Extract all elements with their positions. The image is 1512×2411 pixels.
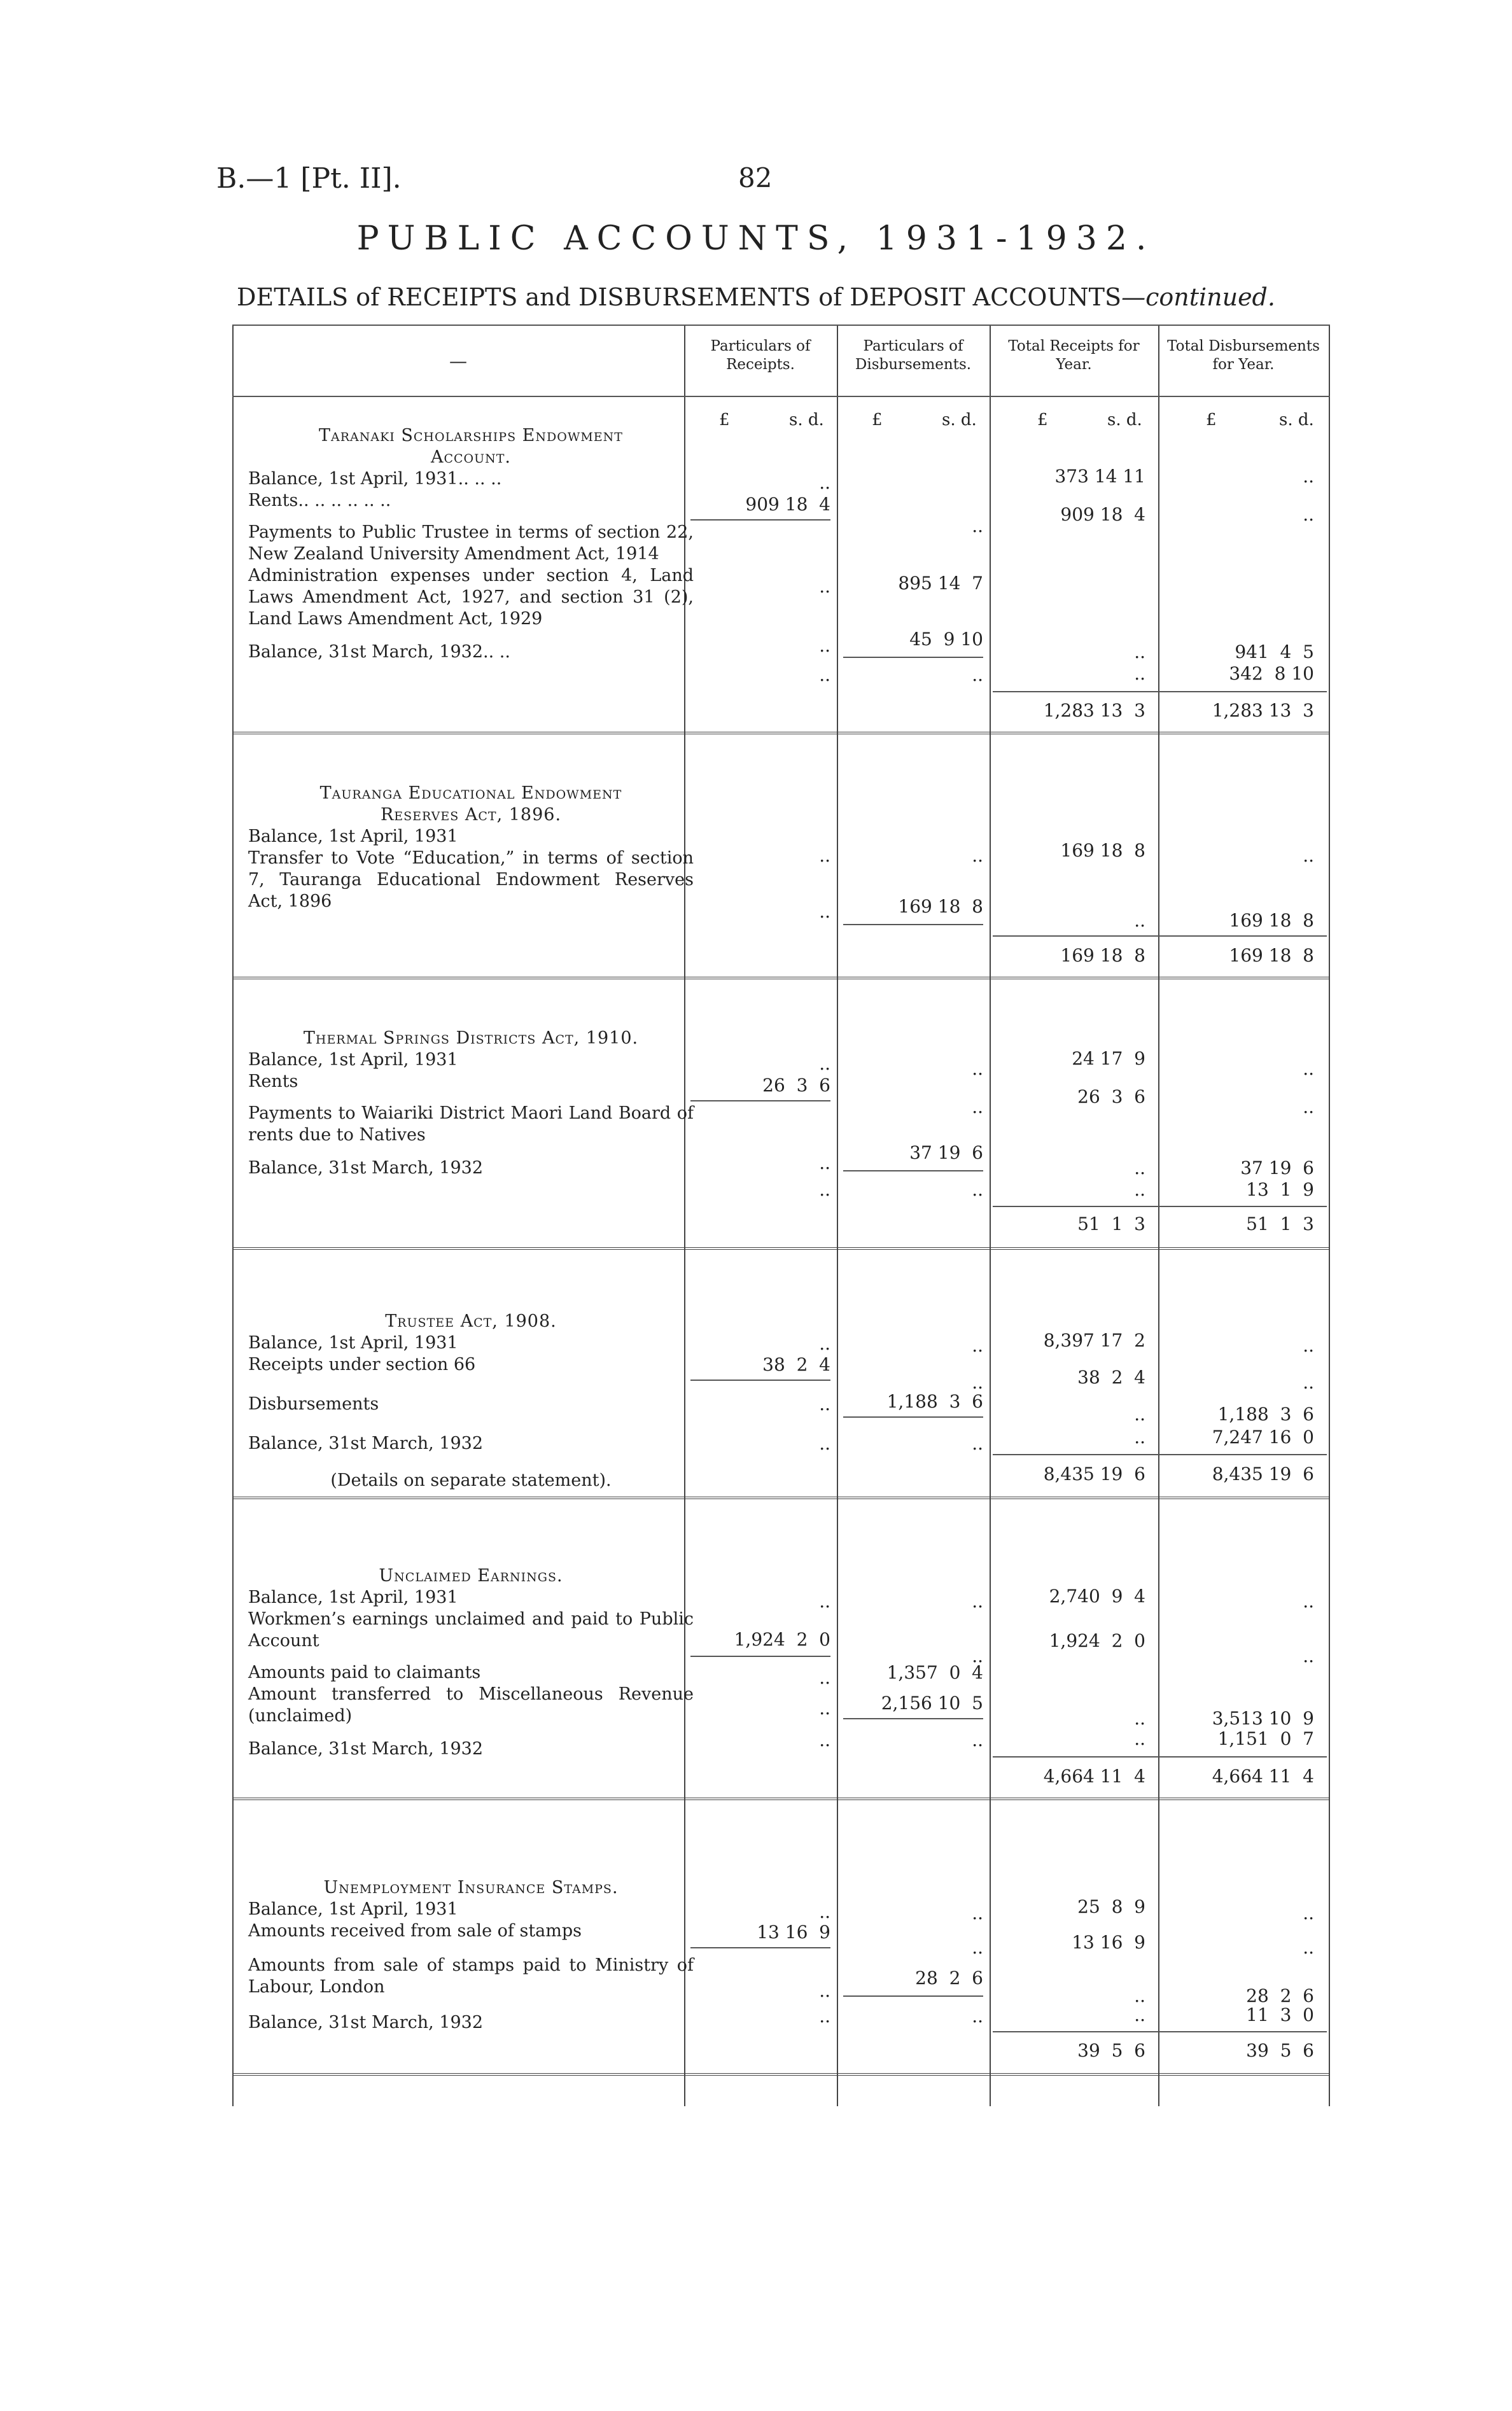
amount-c1: .. (819, 1730, 830, 1751)
line-label: Balance, 31st March, 1932 (248, 2013, 484, 2032)
subtotal-rule (843, 924, 983, 925)
amount-c3: .. (1134, 1708, 1145, 1729)
amount-c1: .. (819, 1394, 830, 1415)
amount-c4: 342 8 10 (1229, 663, 1314, 684)
table-rule-c3 (990, 325, 991, 2106)
line-label: Amounts received from sale of stamps (248, 1921, 582, 1941)
amount-c3: 38 2 4 (1077, 1367, 1145, 1388)
total-disbursements: 169 18 8 (1229, 945, 1314, 966)
table-rule-c2 (837, 325, 838, 2106)
amount-c1: .. (819, 1980, 830, 2001)
line-label: Amounts paid to claimants (248, 1663, 481, 1682)
line-label: Balance, 31st March, 1932 .. .. (248, 642, 510, 662)
table-rule-left (232, 325, 234, 2106)
amount-c4: 941 4 5 (1235, 641, 1314, 662)
line-label: Balance, 1st April, 1931 (248, 1333, 458, 1353)
section-end-rule (232, 1497, 1330, 1499)
total-disbursements: 4,664 11 4 (1212, 1766, 1314, 1787)
total-receipts: 1,283 13 3 (1043, 700, 1145, 721)
amount-c4: .. (1303, 845, 1314, 866)
total-rule (993, 691, 1327, 692)
amount-c1: .. (819, 576, 830, 597)
amount-c1: .. (819, 664, 830, 685)
amount-c1: .. (819, 1433, 830, 1454)
amount-c1: 1,924 2 0 (734, 1629, 830, 1650)
amount-c2: 28 2 6 (915, 1967, 983, 1988)
subtotal-rule (843, 1995, 983, 1997)
amount-c2: .. (972, 515, 983, 536)
col-head-receipts: Particulars of Receipts. (710, 338, 811, 373)
amount-c1: 909 18 4 (745, 494, 830, 515)
amount-c3: 26 3 6 (1077, 1086, 1145, 1107)
amount-c1: .. (819, 2006, 830, 2027)
amount-c1: .. (819, 1698, 830, 1719)
total-disbursements: 51 1 3 (1246, 1213, 1314, 1234)
amount-c3: .. (1134, 910, 1145, 931)
amount-c4: .. (1303, 1096, 1314, 1117)
amount-c3: 8,397 17 2 (1043, 1330, 1145, 1351)
line-label: Balance, 1st April, 1931 .. .. .. (248, 469, 502, 489)
line-label: Payments to Waiariki District Maori Land Board of rents due to Natives (248, 1103, 694, 1145)
amount-c4: .. (1303, 1646, 1314, 1667)
sd-label: s. d. (789, 410, 824, 430)
section-heading: Taranaki Scholarships Endowment (319, 426, 623, 445)
amount-c2: 1,188 3 6 (886, 1391, 983, 1412)
amount-c3: .. (1134, 1728, 1145, 1749)
amount-c4: 1,151 0 7 (1217, 1728, 1314, 1749)
subtotal-rule (843, 1416, 983, 1418)
section-heading-cont: Reserves Act, 1896. (380, 805, 562, 825)
page-title: PUBLIC ACCOUNTS, 1931-1932. (356, 220, 1156, 258)
amount-c3: .. (1134, 2004, 1145, 2025)
section-heading: Unemployment Insurance Stamps. (323, 1878, 619, 1897)
line-label: Rents .. .. .. .. .. .. (248, 491, 391, 510)
line-label: Balance, 1st April, 1931 (248, 827, 458, 846)
amount-c3: .. (1134, 1179, 1145, 1200)
total-receipts: 51 1 3 (1077, 1213, 1145, 1234)
section-heading-cont: Account. (430, 447, 512, 467)
amount-c2: 169 18 8 (898, 896, 983, 917)
subtotal-rule (690, 1100, 830, 1101)
section-end-rule (232, 1798, 1330, 1800)
line-label: Balance, 1st April, 1931 (248, 1588, 458, 1607)
pound-sign: £ (1037, 410, 1048, 430)
line-label: Payments to Public Trustee in terms of section 22, New Zealand University Amendment Act, 1914 (248, 522, 694, 564)
amount-c2: .. (972, 845, 983, 866)
amount-c4: 1,188 3 6 (1217, 1404, 1314, 1425)
page-number: 82 (738, 162, 773, 193)
amount-c3: .. (1134, 1404, 1145, 1425)
amount-c2: 45 9 10 (909, 629, 983, 650)
amount-c4: .. (1303, 1335, 1314, 1356)
col-head-total-receipts: Total Receipts for Year. (1008, 338, 1140, 373)
subtotal-rule (690, 1656, 830, 1657)
amount-c1: .. (819, 901, 830, 922)
amount-c2: 37 19 6 (909, 1142, 983, 1163)
amount-c2: .. (972, 1335, 983, 1356)
amount-c1: .. (819, 1179, 830, 1200)
amount-c1: .. (819, 1333, 830, 1354)
subtitle-main: DETAILS of RECEIPTS and DISBURSEMENTS of DEPOSIT ACCOUNTS (237, 283, 1122, 311)
section-note: (Details on separate statement). (330, 1471, 612, 1490)
total-rule (993, 1206, 1327, 1207)
total-rule (993, 1756, 1327, 1758)
total-rule (993, 935, 1327, 937)
subtotal-rule (843, 1170, 983, 1171)
amount-c3: 909 18 4 (1060, 504, 1145, 525)
line-label: Administration expenses under section 4, Land Laws Amendment Act, 1927, and section 31 (2), Land Laws Amendment Act, 1929 (248, 566, 694, 629)
amount-c1: .. (819, 1591, 830, 1612)
total-receipts: 39 5 6 (1077, 2040, 1145, 2061)
subtotal-rule (690, 1947, 830, 1948)
pound-sign: £ (872, 410, 883, 430)
line-label: Balance, 31st March, 1932 (248, 1158, 484, 1178)
line-label: Amount transferred to Miscellaneous Revenue (unclaimed) (248, 1684, 694, 1726)
line-label: Disbursements (248, 1394, 379, 1414)
line-label: Balance, 31st March, 1932 (248, 1739, 484, 1759)
table-header-rule (232, 396, 1330, 397)
amount-c2: .. (972, 1730, 983, 1751)
amount-c3: 373 14 11 (1054, 466, 1145, 487)
total-rule (993, 1454, 1327, 1455)
amount-c1: .. (819, 845, 830, 866)
line-label: Rents (248, 1072, 298, 1091)
amount-c2: .. (972, 1937, 983, 1958)
subtotal-rule (690, 519, 830, 521)
subtotal-rule (843, 657, 983, 658)
amount-c1: 38 2 4 (762, 1354, 830, 1375)
total-receipts: 169 18 8 (1060, 945, 1145, 966)
amount-c3: .. (1134, 1427, 1145, 1448)
amount-c4: .. (1303, 1058, 1314, 1079)
line-label: Balance, 1st April, 1931 (248, 1899, 458, 1919)
amount-c2: .. (972, 1433, 983, 1454)
total-rule (993, 2031, 1327, 2032)
amount-c4: 28 2 6 (1246, 1985, 1314, 2006)
line-label: Amounts from sale of stamps paid to Ministry of Labour, London (248, 1955, 694, 1997)
amount-c4: .. (1303, 1591, 1314, 1612)
amount-c3: .. (1134, 641, 1145, 662)
section-end-rule (232, 977, 1330, 979)
amount-c2: 1,357 0 4 (886, 1662, 983, 1683)
section-label (248, 1877, 694, 2034)
subtitle-continued: —continued. (1121, 283, 1275, 311)
amount-c2: .. (972, 1372, 983, 1393)
amount-c2: .. (972, 1903, 983, 1924)
amount-c3: 24 17 9 (1072, 1048, 1145, 1069)
amount-c1: .. (819, 635, 830, 656)
col-head-total-disbursements: Total Disbursements for Year. (1167, 338, 1320, 373)
sd-label: s. d. (1107, 410, 1142, 430)
total-disbursements: 1,283 13 3 (1212, 700, 1314, 721)
section-label (248, 1565, 694, 1760)
page-subtitle (0, 283, 1512, 311)
subtotal-rule (843, 1718, 983, 1719)
total-disbursements: 8,435 19 6 (1212, 1464, 1314, 1485)
amount-c2: .. (972, 664, 983, 685)
amount-c2: .. (972, 1591, 983, 1612)
section-heading: Thermal Springs Districts Act, 1910. (303, 1028, 639, 1048)
sd-label: s. d. (1279, 410, 1314, 430)
section-end-rule (232, 1247, 1330, 1250)
line-label: Transfer to Vote “Education,” in terms of section 7, Tauranga Educational Endowment Reserves Act, 1896 (248, 848, 694, 911)
amount-c3: 13 16 9 (1072, 1932, 1145, 1953)
amount-c4: 11 3 0 (1246, 2004, 1314, 2025)
table-rule-right (1329, 325, 1330, 2106)
table-bottom-rule (232, 2073, 1330, 2076)
amount-c3: 1,924 2 0 (1049, 1630, 1145, 1651)
amount-c2: 895 14 7 (898, 573, 983, 594)
total-receipts: 4,664 11 4 (1043, 1766, 1145, 1787)
line-label: Balance, 31st March, 1932 (248, 1434, 484, 1453)
line-label: Workmen’s earnings unclaimed and paid to Public Account (248, 1609, 694, 1651)
amount-c1: 26 3 6 (762, 1075, 830, 1096)
amount-c3: .. (1134, 1157, 1145, 1178)
amount-c4: .. (1303, 1372, 1314, 1393)
line-label: Receipts under section 66 (248, 1355, 476, 1374)
amount-c3: 25 8 9 (1077, 1896, 1145, 1917)
amount-c4: .. (1303, 1903, 1314, 1924)
amount-c4: 37 19 6 (1240, 1157, 1314, 1178)
amount-c2: .. (972, 1179, 983, 1200)
section-heading: Unclaimed Earnings. (379, 1566, 563, 1586)
amount-c4: .. (1303, 1937, 1314, 1958)
amount-c2: .. (972, 2006, 983, 2027)
amount-c1: .. (819, 1667, 830, 1688)
amount-c1: .. (819, 1053, 830, 1074)
section-heading: Trustee Act, 1908. (385, 1311, 557, 1331)
amount-c1: 13 16 9 (757, 1922, 830, 1943)
amount-c4: 7,247 16 0 (1212, 1427, 1314, 1448)
sd-label: s. d. (942, 410, 977, 430)
amount-c2: 2,156 10 5 (881, 1693, 983, 1714)
section-heading: Tauranga Educational Endowment (319, 783, 622, 803)
amount-c4: 13 1 9 (1246, 1179, 1314, 1200)
line-label: Balance, 1st April, 1931 (248, 1050, 458, 1070)
section-label (248, 783, 694, 912)
col-head-description: — (449, 351, 467, 372)
pound-sign: £ (719, 410, 730, 430)
amount-c1: .. (819, 1152, 830, 1173)
total-disbursements: 39 5 6 (1246, 2040, 1314, 2061)
amount-c4: 3,513 10 9 (1212, 1708, 1314, 1729)
amount-c1: .. (819, 1901, 830, 1922)
page-reference: B.—1 [Pt. II]. (216, 162, 402, 195)
accounts-table (232, 325, 1330, 2106)
amount-c2: .. (972, 1646, 983, 1667)
section-label (248, 1028, 694, 1179)
amount-c3: .. (1134, 1985, 1145, 2006)
amount-c2: .. (972, 1058, 983, 1079)
amount-c1: .. (819, 472, 830, 493)
section-label (248, 1311, 694, 1492)
table-rule-c4 (1158, 325, 1159, 2106)
pound-sign: £ (1206, 410, 1217, 430)
amount-c4: .. (1303, 504, 1314, 525)
amount-c2: .. (972, 1096, 983, 1117)
section-end-rule (232, 732, 1330, 734)
subtotal-rule (690, 1380, 830, 1381)
amount-c3: 169 18 8 (1060, 840, 1145, 861)
amount-c3: 2,740 9 4 (1049, 1586, 1145, 1607)
section-label (248, 425, 694, 663)
amount-c4: 169 18 8 (1229, 910, 1314, 931)
amount-c4: .. (1303, 466, 1314, 487)
amount-c3: .. (1134, 663, 1145, 684)
total-receipts: 8,435 19 6 (1043, 1464, 1145, 1485)
col-head-disbursements: Particulars of Disbursements. (855, 338, 972, 373)
table-top-rule (232, 325, 1330, 326)
